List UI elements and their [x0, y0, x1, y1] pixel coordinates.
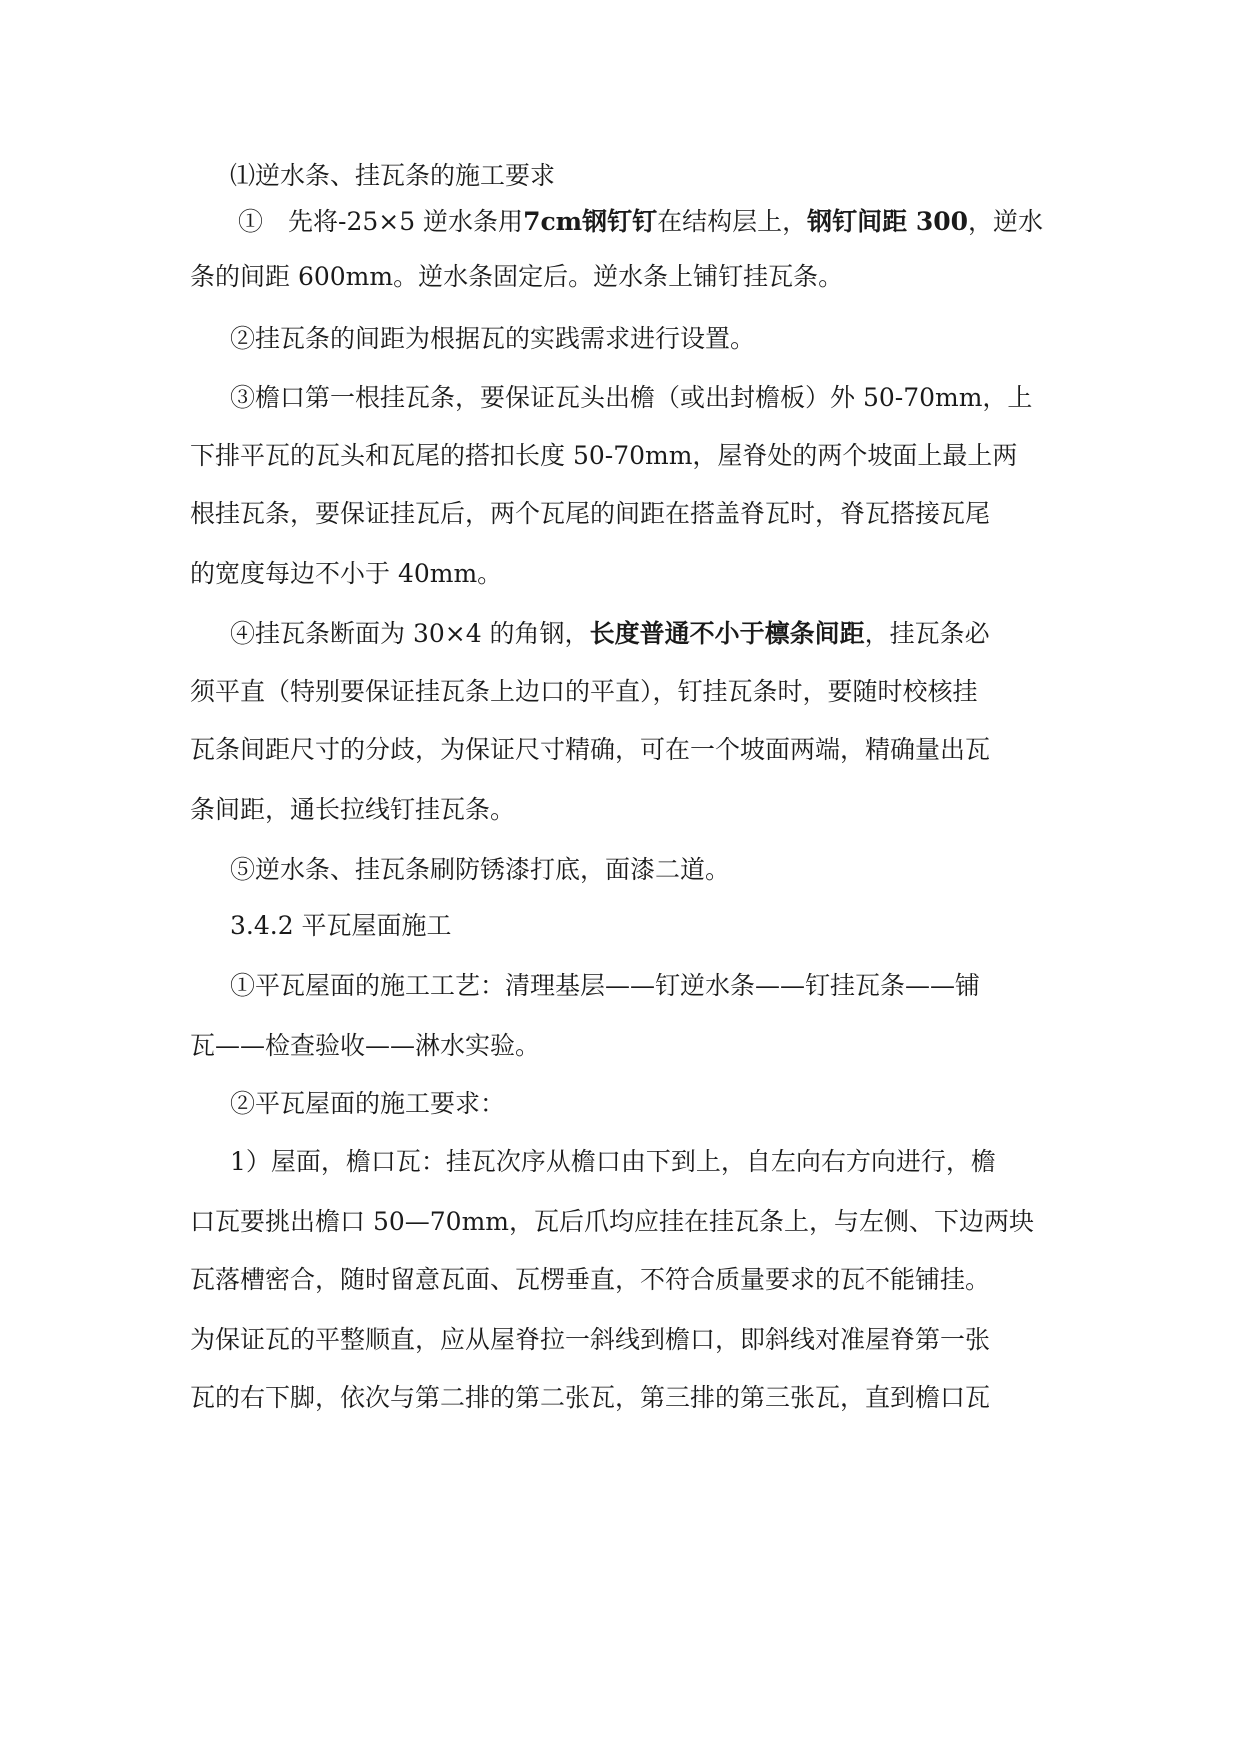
- paragraph-line: ① 先将-25×5 逆水条用7cm钢钉钉在结构层上，钢钉间距 300，逆水: [238, 207, 1044, 236]
- paragraph-line: 瓦——检查验收——淋水实验。: [190, 1031, 541, 1060]
- paragraph-line: 1）屋面，檐口瓦：挂瓦次序从檐口由下到上，自左向右方向进行，檐: [230, 1147, 996, 1176]
- bold-emphasis: 7cm钢钉钉: [523, 207, 658, 236]
- paragraph-line: 根挂瓦条，要保证挂瓦后，两个瓦尾的间距在搭盖脊瓦时，脊瓦搭接瓦尾: [190, 499, 991, 528]
- paragraph-line: ①平瓦屋面的施工工艺：清理基层——钉逆水条——钉挂瓦条——铺: [230, 971, 981, 1000]
- paragraph-line: 瓦条间距尺寸的分歧，为保证尺寸精确，可在一个坡面两端，精确量出瓦: [190, 735, 991, 764]
- paragraph-line: 为保证瓦的平整顺直，应从屋脊拉一斜线到檐口，即斜线对准屋脊第一张: [190, 1325, 991, 1354]
- paragraph-line: 须平直（特别要保证挂瓦条上边口的平直），钉挂瓦条时，要随时校核挂: [190, 677, 978, 706]
- paragraph-line: 下排平瓦的瓦头和瓦尾的搭扣长度 50-70mm，屋脊处的两个坡面上最上两: [190, 441, 1018, 470]
- bold-emphasis: 钢钉间距 300: [807, 207, 969, 236]
- section-heading: 3.4.2 平瓦屋面施工: [230, 911, 452, 940]
- paragraph-line: 条的间距 600mm。逆水条固定后。逆水条上铺钉挂瓦条。: [190, 262, 844, 291]
- heading-line: ⑴逆水条、挂瓦条的施工要求: [230, 161, 556, 190]
- paragraph-line: 瓦落槽密合，随时留意瓦面、瓦楞垂直，不符合质量要求的瓦不能铺挂。: [190, 1265, 991, 1294]
- paragraph-line: ④挂瓦条断面为 30×4 的角钢，长度普通不小于檩条间距，挂瓦条必: [230, 619, 990, 648]
- paragraph-line: 条间距，通长拉线钉挂瓦条。: [190, 795, 516, 824]
- paragraph-line: ②平瓦屋面的施工要求：: [230, 1089, 506, 1118]
- paragraph-line: ②挂瓦条的间距为根据瓦的实践需求进行设置。: [230, 324, 756, 353]
- paragraph-line: ⑤逆水条、挂瓦条刷防锈漆打底，面漆二道。: [230, 855, 731, 884]
- bold-emphasis: 长度普通不小于檩条间距: [589, 619, 865, 648]
- paragraph-line: ③檐口第一根挂瓦条，要保证瓦头出檐（或出封檐板）外 50-70mm，上: [230, 383, 1033, 412]
- paragraph-line: 的宽度每边不小于 40mm。: [190, 559, 503, 588]
- paragraph-line: 瓦的右下脚，依次与第二排的第二张瓦，第三排的第三张瓦，直到檐口瓦: [190, 1383, 991, 1412]
- paragraph-line: 口瓦要挑出檐口 50—70mm，瓦后爪均应挂在挂瓦条上，与左侧、下边两块: [190, 1207, 1034, 1236]
